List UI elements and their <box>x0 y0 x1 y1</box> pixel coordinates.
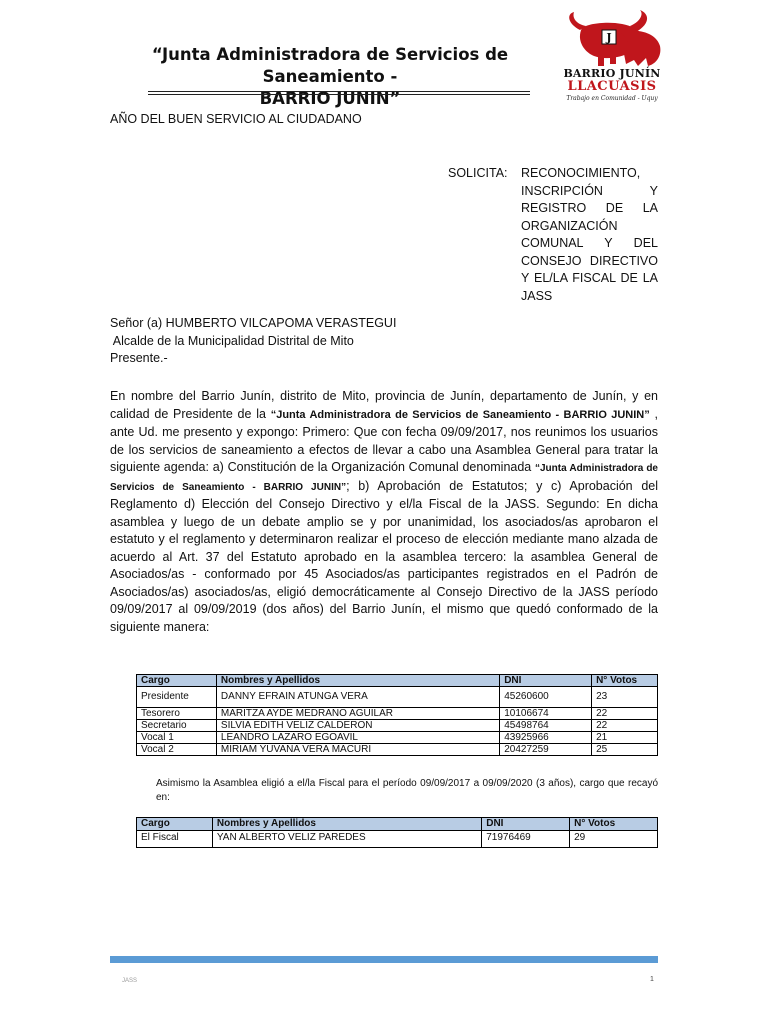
table-row <box>137 744 658 756</box>
year-motto: AÑO DEL BUEN SERVICIO AL CIUDADANO <box>110 112 362 126</box>
column-header: Cargo <box>137 675 217 687</box>
cell-dni: 45498764 <box>500 720 592 732</box>
fiscal-table <box>136 817 658 848</box>
cell-votes: 23 <box>592 687 658 708</box>
solicita-label: SOLICITA: <box>448 166 508 180</box>
svg-text:J: J <box>606 31 612 44</box>
table-header-row <box>137 818 658 831</box>
logo-text-llacuasis: LLACUASIS <box>567 79 657 94</box>
cell-dni: 71976469 <box>482 831 570 848</box>
footer-bar <box>110 956 658 963</box>
cell-votes: 22 <box>592 720 658 732</box>
cell-votes: 25 <box>592 744 658 756</box>
table-row <box>137 732 658 744</box>
table-row <box>137 687 658 708</box>
red-bull-icon <box>560 10 664 70</box>
cell-cargo: Vocal 1 <box>137 732 217 744</box>
logo-text-barrio: BARRIO JUNÍN <box>563 67 661 80</box>
body-bold-jass-name: “Junta Administradora de Servicios de Saneamiento - BARRIO JUNIN” <box>270 408 650 421</box>
cell-name: SILVIA EDITH VELIZ CALDERON <box>216 720 499 732</box>
cell-name: YAN ALBERTO VELIZ PAREDES <box>212 831 481 848</box>
table-row <box>137 720 658 732</box>
body-text-3: ; b) Aprobación de Estatutos; y c) Aprobación del Reglamento d) Elección del Consejo Directivo y el/la Fiscal de la JASS. Segundo: En dicha asamblea y luego de un debate amplio se y por unanimidad, los asociados/as aprobaron el estatuto y el reglamento y determinaron realizar el proceso de elección mediante mano alzada de acuerdo al Art. 37 del Estatuto aprobado en la asamblea tercero: la asamblea General de Asociados/as - conformado por 45 Asociados/as participantes registrados en el Padrón de Asociados/as) asociados/as, eligió democráticamente al Consejo Directivo de la JASS período 09/09/2017 al 09/09/2019 (dos años) del Barrio Junín, el mismo que quedó conformado de la siguiente manera: <box>110 478 658 634</box>
cell-dni: 20427259 <box>500 744 592 756</box>
cell-cargo: Vocal 2 <box>137 744 217 756</box>
column-header: N° Votos <box>592 675 658 687</box>
cell-cargo: Presidente <box>137 687 217 708</box>
cell-name: MIRIAM YUVANA VERA MACURI <box>216 744 499 756</box>
cell-name: MARITZA AYDE MEDRANO AGUILAR <box>216 708 499 720</box>
body-text-1: En nombre del Barrio Junín, distrito de Mito, provincia de Junín, departamento de Junín, y en calidad de Presidente de la <box>110 389 658 421</box>
cell-cargo: El Fiscal <box>137 831 213 848</box>
body-bold-jass-name-2: “Junta Administradora de Servicios de Saneamiento - BARRIO JUNIN” <box>110 463 658 493</box>
cell-dni: 43925966 <box>500 732 592 744</box>
logo-tagline: Trabajo en Comunidad - Uquy <box>566 95 658 102</box>
column-header: DNI <box>500 675 592 687</box>
table-row <box>137 708 658 720</box>
cell-cargo: Tesorero <box>137 708 217 720</box>
cell-cargo: Secretario <box>137 720 217 732</box>
title-line-2: BARRIO JUNIN” <box>259 89 401 108</box>
body-text-2: , ante Ud. me presento y expongo: Primero: Que con fecha 09/09/2017, nos reunimos los usuarios de los servicios de saneamiento a efectos de llevar a cabo una Asamblea General para tratar la siguiente agenda: a) Constitución de la Organización Comunal denominada <box>110 406 658 474</box>
cell-dni: 10106674 <box>500 708 592 720</box>
cell-votes: 21 <box>592 732 658 744</box>
table-row <box>137 831 658 848</box>
cell-votes: 29 <box>570 831 658 848</box>
column-header: N° Votos <box>570 818 658 831</box>
column-header: DNI <box>482 818 570 831</box>
cell-dni: 45260600 <box>500 687 592 708</box>
column-header: Nombres y Apellidos <box>212 818 481 831</box>
table-header-row <box>137 675 658 687</box>
column-header: Nombres y Apellidos <box>216 675 499 687</box>
addressee-name: Señor (a) HUMBERTO VILCAPOMA VERASTEGUI <box>110 316 397 330</box>
title-line-1: “Junta Administradora de Servicios de Saneamiento - <box>151 45 509 86</box>
solicita-text: RECONOCIMIENTO, INSCRIPCIÓN Y REGISTRO DE LA ORGANIZACIÓN COMUNAL Y DEL CONSEJO DIRECTIVO Y EL/LA FISCAL DE LA JASS <box>521 166 658 303</box>
footer-label: JASS <box>122 978 138 984</box>
cell-votes: 22 <box>592 708 658 720</box>
page-number: 1 <box>650 976 654 983</box>
addressee-title: Alcalde de la Municipalidad Distrital de Mito <box>110 333 354 348</box>
council-table <box>136 674 658 756</box>
cell-name: DANNY EFRAIN ATUNGA VERA <box>216 687 499 708</box>
addressee-block <box>110 315 560 368</box>
document-title <box>110 44 550 110</box>
column-header: Cargo <box>137 818 213 831</box>
header-rule <box>148 94 530 95</box>
header-rule <box>148 91 530 92</box>
fiscal-paragraph: Asimismo la Asamblea eligió a el/la Fiscal para el período 09/09/2017 a 09/09/2020 (3 años), cargo que recayó en: <box>156 778 658 803</box>
cell-name: LEANDRO LAZARO EGOAVIL <box>216 732 499 744</box>
addressee-closing: Presente.- <box>110 351 168 365</box>
body-paragraph <box>110 388 658 636</box>
